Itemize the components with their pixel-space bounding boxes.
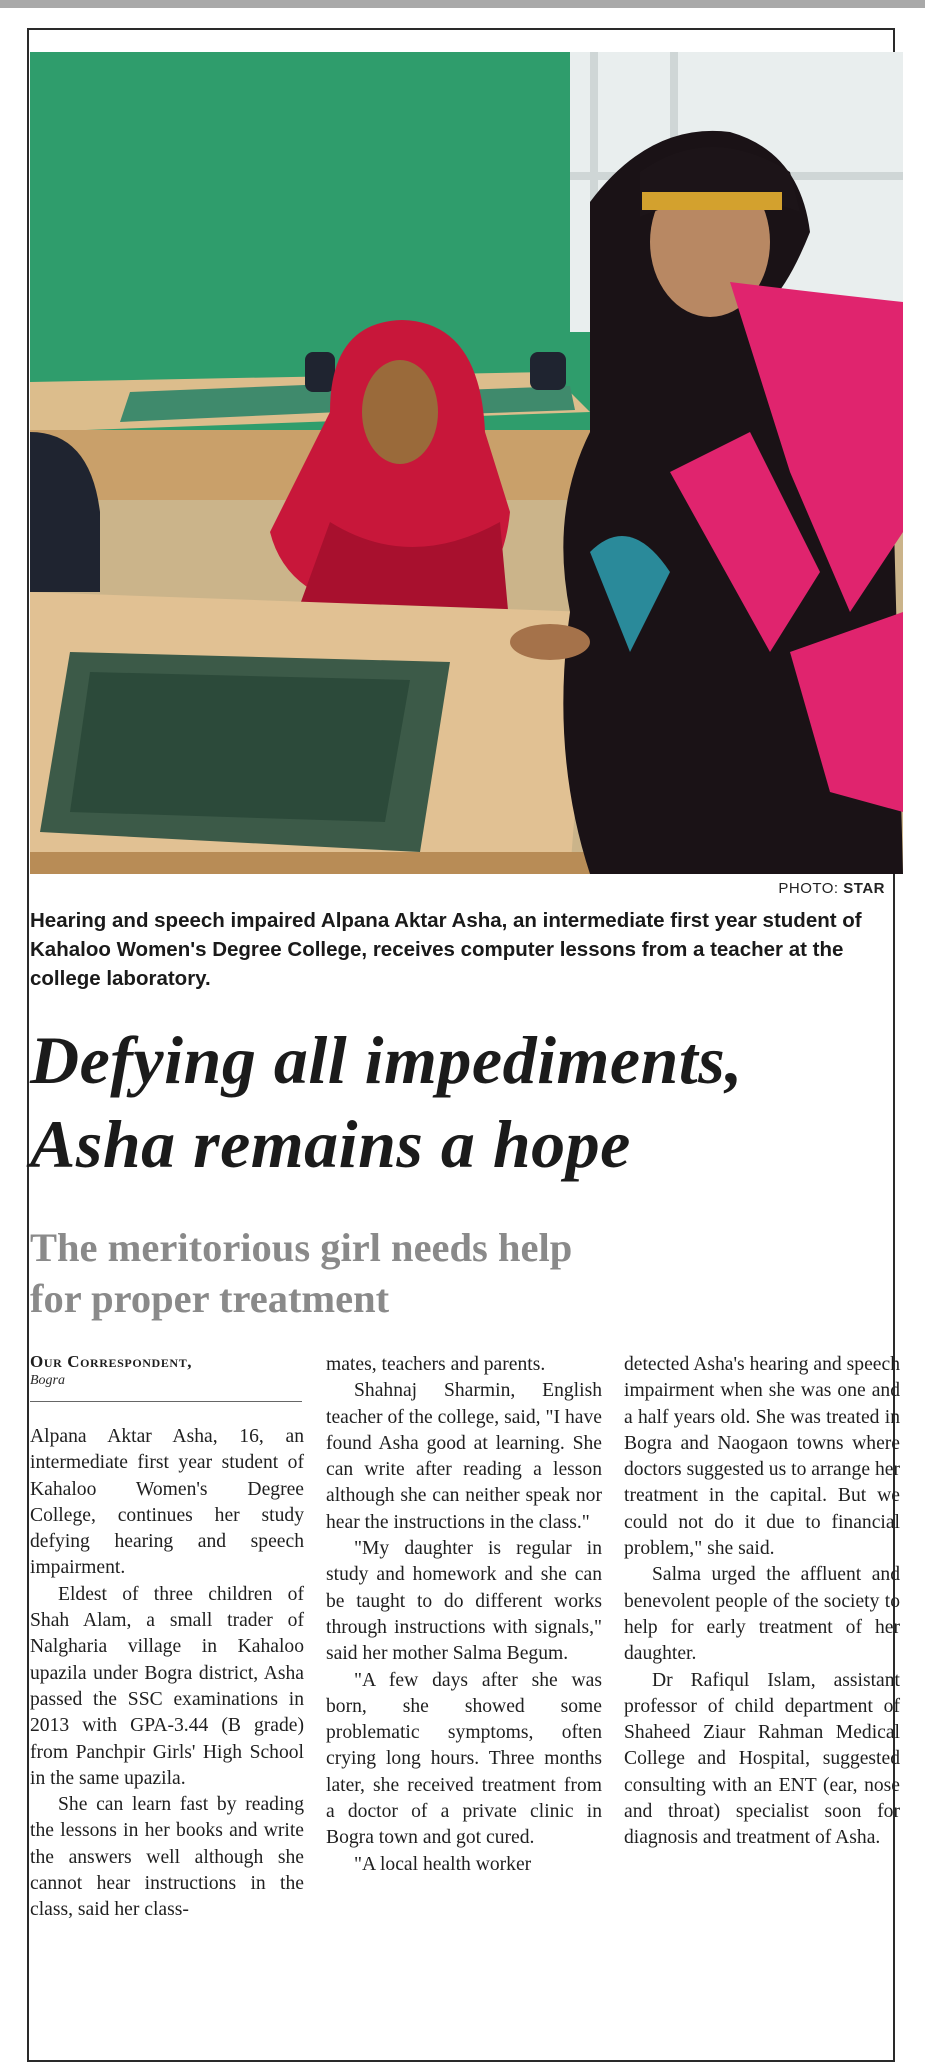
byline [30,1352,302,1402]
photo-credit-source: STAR [843,880,885,897]
byline-name: Our Correspondent, [30,1352,193,1371]
paragraph: Shahnaj Sharmin, English teacher of the college, said, "I have found Asha good at learning. She can write after reading a lesson although she can neither speak nor hear the instructions in the class." [326,1380,602,1533]
paragraph: Salma urged the affluent and benevolent people of the society to help for early treatment of her daughter. [624,1564,900,1665]
paragraph: Dr Rafiqul Islam, assistant professor of child department of Shaheed Ziaur Rahman Medical College and Hospital, suggested consulting with an ENT (ear, nose and throat) specialist soon for diagnosis and treatment of Asha. [624,1669,900,1849]
paragraph: "My daughter is regular in study and homework and she can be taught to do different works through instructions with signals," said her mother Salma Begum. [326,1538,602,1665]
paragraph: detected Asha's hearing and speech impairment when she was one and a half years old. She was treated in Bogra and Naogaon towns where doctors suggested us to arrange her treatment in the capital. But we could not do it due to financial problem," she said. [624,1354,900,1560]
paragraph: "A few days after she was born, she showed some problematic symptoms, often crying long hours. Three months later, she received treatment from a doctor of a private clinic in Bogra town and got cured. [326,1669,602,1849]
subheadline-line-2: for proper treatment [30,1276,390,1321]
byline-place: Bogra [30,1373,65,1388]
headline-line-1: Defying all impediments, [30,1022,743,1098]
headline-line-2: Asha remains a hope [30,1106,631,1182]
article-column-1 [30,1424,304,1924]
paragraph: She can learn fast by reading the lessons in her books and write the answers well although she cannot hear instructions in the class, said her class- [30,1794,304,1921]
photo-credit [778,880,885,897]
paragraph: Eldest of three children of Shah Alam, a small trader of Nalgharia village in Kahaloo upazila under Bogra district, Asha passed the SSC examinations in 2013 with GPA-3.44 (B grade) from Panchpir Girls' High School in the same upazila. [30,1583,304,1789]
article-column-3 [624,1352,900,1852]
byline-divider [30,1401,302,1402]
headline [30,1018,910,1186]
photo-caption: Hearing and speech impaired Alpana Aktar Asha, an intermediate first year student of Kahaloo Women's Degree College, receives computer lessons from a teacher at the college laboratory. [30,909,862,990]
subheadline-line-1: The meritorious girl needs help [30,1225,573,1270]
paragraph: mates, teachers and parents. [326,1354,546,1375]
classroom-photo-image [30,52,903,874]
top-bar [0,0,925,8]
subheadline [30,1222,910,1324]
article-photo [30,52,903,874]
paragraph: Alpana Aktar Asha, 16, an intermediate first year student of Kahaloo Women's Degree College, continues her study defying hearing and speech impairment. [30,1426,304,1579]
article-column-2 [326,1352,602,1878]
photo-credit-label: PHOTO: [778,880,839,897]
paragraph: "A local health worker [354,1853,532,1875]
